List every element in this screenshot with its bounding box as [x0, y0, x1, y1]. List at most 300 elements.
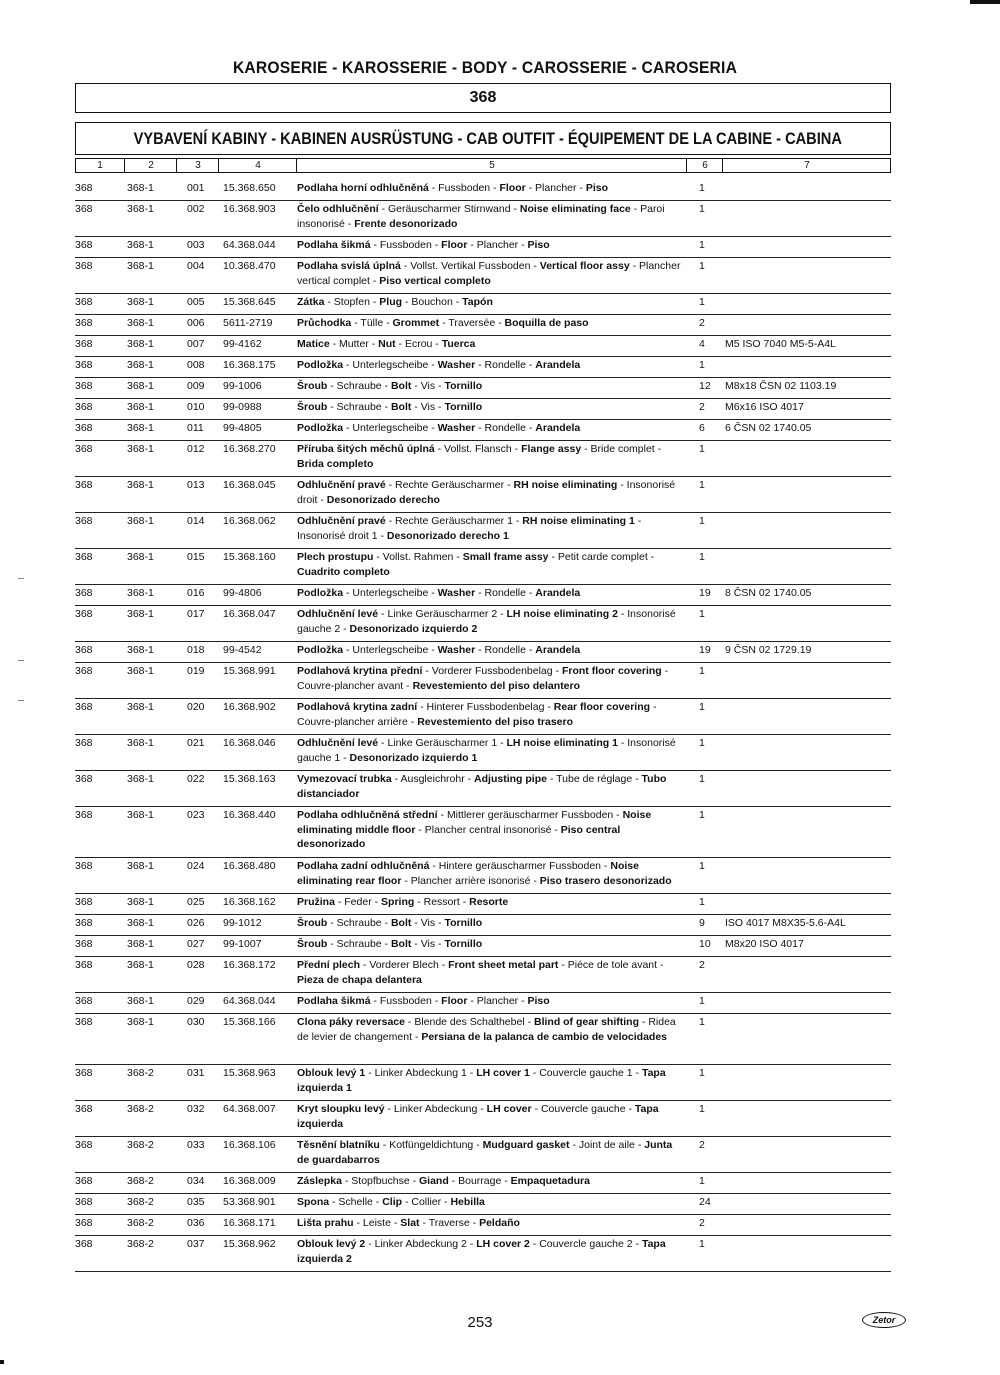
cell-subgroup: 368-1: [127, 995, 154, 1007]
description-term: Tornillo: [444, 938, 483, 950]
description-separator: - Couvre-plancher arrière -: [297, 701, 657, 728]
description-separator: - Ressort -: [414, 896, 470, 908]
description-term: Tubo distanciador: [297, 773, 667, 800]
description-separator: - Mutter -: [329, 338, 379, 350]
description-term: Podlaha zadní odhlučněná: [297, 860, 430, 872]
cell-group: 368: [75, 515, 93, 527]
description-term: Šroub: [297, 917, 328, 929]
table-row: [75, 957, 891, 993]
table-row: [75, 549, 891, 585]
description-term: Bolt: [390, 938, 412, 950]
cell-group: 368: [75, 1103, 93, 1115]
cell-note: 9 ČSN 02 1729.19: [725, 644, 812, 656]
cell-quantity: 1: [699, 260, 705, 272]
cell-subgroup: 368-1: [127, 773, 154, 785]
description-term: Empaquetadura: [510, 1175, 590, 1187]
description-separator: - Tube de réglage -: [546, 773, 642, 785]
cell-group: 368: [75, 239, 93, 251]
cell-part-number: 99-1006: [223, 380, 262, 392]
description-separator: - Insonorisé gauche 2 -: [297, 608, 676, 635]
cell-subgroup: 368-1: [127, 317, 154, 329]
description-term: Vymezovací trubka: [297, 773, 392, 785]
cell-quantity: 1: [699, 860, 705, 872]
description-separator: - Stopfen -: [324, 296, 380, 308]
description-term: Podlaha šikmá: [297, 995, 371, 1007]
cell-position: 031: [187, 1067, 205, 1079]
description-separator: - Piéce de tole avant -: [558, 959, 664, 971]
description-separator: - Bourrage -: [448, 1175, 511, 1187]
description-term: Desonorizado izquierdo 1: [349, 751, 478, 764]
description-separator: - Unterlegscheibe -: [343, 587, 438, 599]
table-row: [75, 201, 891, 237]
description-term: LH cover 2: [476, 1238, 530, 1250]
cell-position: 035: [187, 1196, 205, 1208]
column-header-cell: 5: [296, 159, 687, 172]
table-row: [75, 699, 891, 735]
table-row: [75, 1236, 891, 1272]
description-term: Hebilla: [450, 1196, 485, 1208]
cell-group: 368: [75, 1067, 93, 1079]
cell-description: [297, 379, 687, 394]
table-row: [75, 915, 891, 936]
zetor-logo: Zetor: [862, 1312, 906, 1328]
cell-position: 015: [187, 551, 205, 563]
cell-group: 368: [75, 338, 93, 350]
description-term: Pieza de chapa delantera: [297, 973, 422, 986]
cell-subgroup: 368-1: [127, 401, 154, 413]
cell-group: 368: [75, 1196, 93, 1208]
cell-quantity: 24: [699, 1196, 711, 1208]
description-term: Podlaha šikmá: [297, 239, 371, 251]
description-separator: - Hinterer Fussbodenbelag -: [417, 701, 554, 713]
cell-group: 368: [75, 896, 93, 908]
description-term: Blind of gear shifting: [533, 1016, 639, 1028]
cell-position: 021: [187, 737, 205, 749]
table-row: [75, 336, 891, 357]
description-separator: - Kotfüngeldichtung -: [379, 1139, 483, 1151]
description-separator: - Plancher central insonorisé -: [415, 823, 561, 836]
cell-part-number: 99-4542: [223, 644, 262, 656]
cell-subgroup: 368-1: [127, 260, 154, 272]
description-term: Noise eliminating face: [519, 203, 631, 215]
cell-position: 004: [187, 260, 205, 272]
cell-quantity: 2: [699, 401, 705, 413]
cell-part-number: 99-1012: [223, 917, 262, 929]
cell-group: 368: [75, 737, 93, 749]
description-separator: - Vis -: [411, 917, 445, 929]
cell-part-number: 64.368.044: [223, 995, 276, 1007]
cell-position: 010: [187, 401, 205, 413]
cell-description: [297, 586, 687, 601]
cell-description: [297, 550, 687, 579]
cell-description: [297, 664, 687, 693]
cell-quantity: 1: [699, 737, 705, 749]
cell-description: [297, 643, 687, 658]
cell-position: 009: [187, 380, 205, 392]
description-term: Desonorizado derecho: [326, 493, 440, 506]
description-term: Podlaha odhlučněná střední: [297, 809, 438, 821]
cell-quantity: 1: [699, 182, 705, 194]
description-term: Podlaha svislá úplná: [297, 260, 401, 272]
cell-description: [297, 400, 687, 415]
cell-subgroup: 368-2: [127, 1238, 154, 1250]
cell-subgroup: 368-1: [127, 239, 154, 251]
table-row: [75, 357, 891, 378]
description-separator: - Petit carde complet -: [548, 551, 655, 563]
cell-part-number: 16.368.171: [223, 1217, 276, 1229]
description-term: Podložka: [297, 587, 344, 599]
description-term: Washer: [437, 422, 476, 434]
section-title-box: [75, 122, 891, 155]
cell-subgroup: 368-2: [127, 1139, 154, 1151]
cell-description: [297, 478, 687, 507]
description-separator: - Linke Geräuscharmer 2 -: [378, 608, 507, 620]
cell-subgroup: 368-2: [127, 1103, 154, 1115]
cell-quantity: 1: [699, 296, 705, 308]
cell-description: [297, 181, 687, 196]
table-row: [75, 237, 891, 258]
cell-part-number: 10.368.470: [223, 260, 276, 272]
description-term: Odhlučnění pravé: [297, 515, 386, 527]
cell-quantity: 1: [699, 515, 705, 527]
description-term: Nut: [378, 338, 396, 350]
table-row: [75, 1194, 891, 1215]
cell-note: M8x20 ISO 4017: [725, 938, 804, 950]
description-term: Resorte: [469, 896, 509, 908]
column-header-cell: 1: [97, 160, 103, 171]
cell-description: [297, 337, 687, 352]
cell-group: 368: [75, 644, 93, 656]
cell-quantity: 1: [699, 995, 705, 1007]
table-row: [75, 1101, 891, 1137]
cell-position: 003: [187, 239, 205, 251]
description-term: Revestemiento del piso delantero: [412, 679, 581, 692]
cell-description: [297, 1102, 687, 1131]
description-term: Šroub: [297, 938, 328, 950]
cell-group: 368: [75, 317, 93, 329]
description-separator: - Stopfbuchse -: [341, 1175, 419, 1187]
cell-position: 028: [187, 959, 205, 971]
cell-description: [297, 514, 687, 543]
cell-position: 001: [187, 182, 205, 194]
cell-subgroup: 368-1: [127, 380, 154, 392]
description-term: Podlaha horní odhlučněná: [297, 182, 429, 194]
description-term: RH noise eliminating 1: [522, 515, 635, 527]
description-separator: - Couvercle gauche 2 -: [529, 1238, 642, 1250]
cell-quantity: 1: [699, 701, 705, 713]
cell-part-number: 16.368.440: [223, 809, 276, 821]
table-row: [75, 258, 891, 294]
description-separator: - Fussboden -: [370, 995, 442, 1007]
description-term: Oblouk levý 2: [297, 1238, 366, 1250]
cell-subgroup: 368-1: [127, 938, 154, 950]
cell-part-number: 15.368.963: [223, 1067, 276, 1079]
description-term: Záslepka: [297, 1175, 342, 1187]
cell-position: 007: [187, 338, 205, 350]
description-term: Odhlučnění levé: [297, 737, 379, 749]
table-row: [75, 477, 891, 513]
cell-description: [297, 772, 687, 801]
cell-position: 025: [187, 896, 205, 908]
table-row: [75, 936, 891, 957]
cell-part-number: 64.368.044: [223, 239, 276, 251]
table-row: [75, 1173, 891, 1194]
table-row: [75, 294, 891, 315]
cell-part-number: 53.368.901: [223, 1196, 276, 1208]
cell-position: 026: [187, 917, 205, 929]
cell-part-number: 99-4162: [223, 338, 262, 350]
cell-group: 368: [75, 443, 93, 455]
section-title: VYBAVENÍ KABINY - KABINEN AUSRÜSTUNG - CAB OUTFIT - ÉQUIPEMENT DE LA CABINE - CABINA: [133, 129, 842, 148]
cell-position: 033: [187, 1139, 205, 1151]
cell-position: 002: [187, 203, 205, 215]
cell-part-number: 16.368.046: [223, 737, 276, 749]
description-separator: - Insonorisé droit 1 -: [297, 515, 642, 542]
table-row: [75, 513, 891, 549]
cell-position: 006: [187, 317, 205, 329]
cell-subgroup: 368-2: [127, 1175, 154, 1187]
cell-quantity: 1: [699, 809, 705, 821]
description-separator: - Bride complet -: [581, 443, 662, 455]
description-term: Small frame assy: [462, 551, 549, 563]
table-row: [75, 441, 891, 477]
cell-group: 368: [75, 401, 93, 413]
cell-note: M5 ISO 7040 M5-5-A4L: [725, 338, 836, 350]
table-row: [75, 993, 891, 1014]
cell-group: 368: [75, 665, 93, 677]
cell-subgroup: 368-1: [127, 587, 154, 599]
description-separator: - Plancher -: [467, 995, 528, 1007]
cell-quantity: 6: [699, 422, 705, 434]
description-separator: - Vollst. Vertikal Fussboden -: [400, 260, 540, 272]
table-row: [75, 420, 891, 441]
cell-description: [297, 1066, 687, 1095]
table-row: [75, 663, 891, 699]
margin-dash: [18, 660, 24, 661]
cell-part-number: 16.368.162: [223, 896, 276, 908]
cell-description: [297, 238, 687, 253]
description-separator: - Unterlegscheibe -: [343, 359, 438, 371]
cell-group: 368: [75, 359, 93, 371]
description-separator: - Insonorisé gauche 1 -: [297, 737, 676, 764]
description-term: Floor: [499, 182, 526, 194]
parts-table: [75, 180, 891, 1272]
cell-description: [297, 316, 687, 331]
cell-part-number: 16.368.062: [223, 515, 276, 527]
table-row: [75, 315, 891, 336]
cell-part-number: 16.368.047: [223, 608, 276, 620]
description-separator: - Vollst. Rahmen -: [373, 551, 463, 563]
cell-part-number: 16.368.172: [223, 959, 276, 971]
description-term: Tornillo: [444, 917, 483, 929]
cell-position: 023: [187, 809, 205, 821]
cell-part-number: 99-4806: [223, 587, 262, 599]
description-term: Pružina: [297, 896, 335, 908]
description-term: Persiana de la palanca de cambio de velocidades: [421, 1030, 668, 1043]
cell-quantity: 1: [699, 773, 705, 785]
cell-subgroup: 368-1: [127, 959, 154, 971]
cell-subgroup: 368-1: [127, 809, 154, 821]
description-term: Piso: [527, 995, 550, 1007]
table-row: [75, 1137, 891, 1173]
description-separator: - Traverse -: [419, 1217, 480, 1229]
cell-position: 029: [187, 995, 205, 1007]
description-term: Tapa izquierda: [297, 1103, 659, 1130]
description-term: Desonorizado derecho 1: [386, 529, 509, 542]
description-term: Washer: [437, 587, 476, 599]
description-term: Příruba šitých měchů úplná: [297, 443, 435, 455]
description-term: Matice: [297, 338, 330, 350]
description-separator: - Bouchon -: [402, 296, 463, 308]
column-header-cell: 7: [722, 159, 891, 172]
cell-position: 014: [187, 515, 205, 527]
description-term: Průchodka: [297, 317, 352, 329]
description-term: Front sheet metal part: [448, 959, 559, 971]
description-term: Cuadrito completo: [297, 565, 390, 578]
description-separator: - Vorderer Blech -: [360, 959, 449, 971]
cell-group: 368: [75, 809, 93, 821]
description-term: Bolt: [390, 401, 412, 413]
cell-quantity: 1: [699, 443, 705, 455]
description-separator: - Plancher -: [525, 182, 586, 194]
description-term: Arandela: [535, 644, 581, 656]
description-separator: - Feder -: [334, 896, 382, 908]
cell-group: 368: [75, 260, 93, 272]
cell-description: [297, 958, 687, 987]
cell-group: 368: [75, 380, 93, 392]
cell-quantity: 9: [699, 917, 705, 929]
cell-quantity: 2: [699, 1139, 705, 1151]
cell-description: [297, 607, 687, 636]
description-term: Arandela: [535, 359, 581, 371]
cell-quantity: 1: [699, 1238, 705, 1250]
table-row: [75, 894, 891, 915]
cell-subgroup: 368-1: [127, 203, 154, 215]
description-separator: - Couvercle gauche -: [531, 1103, 635, 1115]
cell-group: 368: [75, 587, 93, 599]
description-term: Plug: [379, 296, 403, 308]
cell-part-number: 15.368.163: [223, 773, 276, 785]
cell-position: 037: [187, 1238, 205, 1250]
cell-description: [297, 295, 687, 310]
cell-quantity: 2: [699, 1217, 705, 1229]
description-separator: - Vorderer Fussbodenbelag -: [422, 665, 562, 677]
cell-subgroup: 368-1: [127, 644, 154, 656]
cell-group: 368: [75, 608, 93, 620]
description-separator: - Unterlegscheibe -: [343, 422, 438, 434]
description-term: Washer: [437, 359, 476, 371]
margin-dash: [18, 578, 24, 579]
cell-subgroup: 368-1: [127, 551, 154, 563]
cell-quantity: 1: [699, 1067, 705, 1079]
cell-description: [297, 421, 687, 436]
column-header-cell: 4: [218, 159, 297, 172]
description-separator: - Geräuscharmer Stirnwand -: [378, 203, 520, 215]
description-separator: - Mittlerer geräuscharmer Fussboden -: [437, 809, 623, 821]
cell-part-number: 99-4805: [223, 422, 262, 434]
cell-position: 016: [187, 587, 205, 599]
cell-quantity: 19: [699, 587, 711, 599]
description-separator: - Linke Geräuscharmer 1 -: [378, 737, 507, 749]
cell-quantity: 1: [699, 551, 705, 563]
cell-position: 030: [187, 1016, 205, 1028]
cell-subgroup: 368-1: [127, 860, 154, 872]
description-term: Giand: [419, 1175, 449, 1187]
description-term: Tuerca: [441, 338, 476, 350]
cell-part-number: 15.368.962: [223, 1238, 276, 1250]
cell-part-number: 64.368.007: [223, 1103, 276, 1115]
description-term: Spring: [381, 896, 415, 908]
description-term: Vertical floor assy: [539, 260, 630, 272]
description-term: Arandela: [535, 587, 581, 599]
cell-subgroup: 368-1: [127, 296, 154, 308]
cell-group: 368: [75, 1238, 93, 1250]
table-row: [75, 180, 891, 201]
description-term: Revestemiento del piso trasero: [417, 715, 574, 728]
description-term: Arandela: [535, 422, 581, 434]
table-row: [75, 858, 891, 894]
cell-group: 368: [75, 701, 93, 713]
cell-part-number: 16.368.480: [223, 860, 276, 872]
description-separator: - Ridea de levier de changement -: [297, 1016, 676, 1043]
cell-description: [297, 736, 687, 765]
cell-group: 368: [75, 773, 93, 785]
cell-position: 022: [187, 773, 205, 785]
description-separator: - Vis -: [411, 380, 445, 392]
page-title: KAROSERIE - KAROSSERIE - BODY - CAROSSERIE - CAROSERIA: [232, 58, 738, 77]
description-term: Piso vertical completo: [379, 274, 491, 287]
cell-position: 024: [187, 860, 205, 872]
cell-group: 368: [75, 1217, 93, 1229]
cell-quantity: 10: [699, 938, 711, 950]
cell-part-number: 16.368.902: [223, 701, 276, 713]
description-term: Piso: [585, 182, 609, 194]
cell-description: [297, 937, 687, 952]
description-term: LH noise eliminating 2: [506, 608, 618, 620]
description-term: Přední plech: [297, 959, 361, 971]
description-separator: - Ausgleichrohr -: [391, 773, 475, 785]
cell-description: [297, 859, 687, 888]
cell-group: 368: [75, 182, 93, 194]
cell-part-number: 5611-2719: [223, 317, 273, 329]
description-separator: - Rechte Geräuscharmer -: [385, 479, 514, 491]
description-separator: - Linker Abdeckung 2 -: [365, 1238, 477, 1250]
cell-subgroup: 368-1: [127, 338, 154, 350]
cell-position: 032: [187, 1103, 205, 1115]
description-separator: - Tülle -: [351, 317, 393, 329]
cell-group: 368: [75, 860, 93, 872]
description-separator: - Leiste -: [353, 1217, 401, 1229]
description-separator: - Schraube -: [327, 401, 391, 413]
cell-subgroup: 368-1: [127, 896, 154, 908]
description-term: Peldaño: [479, 1217, 520, 1229]
cell-position: 017: [187, 608, 205, 620]
column-header-cell: 3: [176, 159, 219, 172]
cell-subgroup: 368-2: [127, 1067, 154, 1079]
description-term: Rear floor covering: [553, 701, 651, 713]
cell-quantity: 1: [699, 1175, 705, 1187]
description-separator: - Collier -: [402, 1196, 451, 1208]
description-term: Piso central desonorizado: [297, 823, 621, 850]
cell-group: 368: [75, 1016, 93, 1028]
description-term: Piso: [527, 239, 550, 251]
table-row: [75, 735, 891, 771]
description-term: Tapón: [462, 296, 493, 308]
cell-group: 368: [75, 1139, 93, 1151]
column-header-cell: 6: [686, 159, 723, 172]
cell-description: [297, 916, 687, 931]
cell-group: 368: [75, 296, 93, 308]
